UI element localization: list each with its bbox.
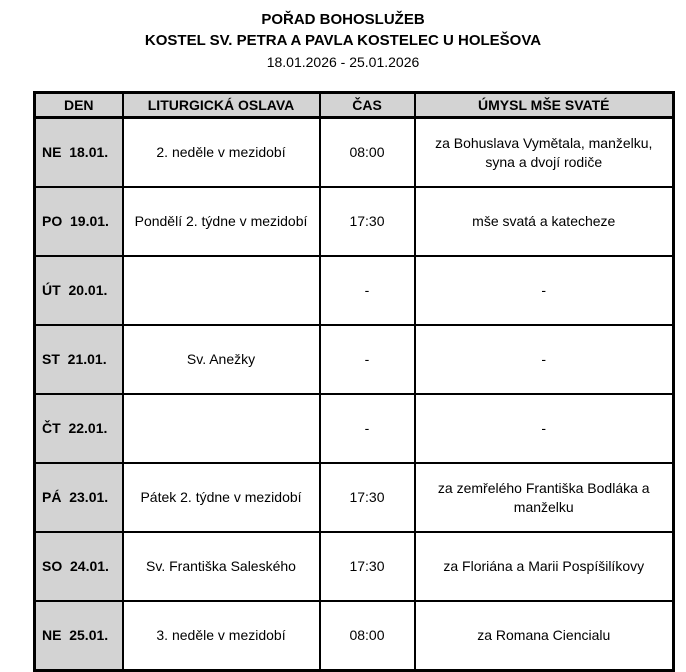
day-cell: SO 24.01. xyxy=(35,532,123,601)
intention-cell: mše svatá a katecheze xyxy=(415,187,674,256)
table-row xyxy=(35,187,674,256)
time-cell: - xyxy=(320,394,415,463)
celebration-cell: Pátek 2. týdne v mezidobí xyxy=(123,463,320,532)
time-cell: 08:00 xyxy=(320,118,415,188)
intention-cell: - xyxy=(415,325,674,394)
column-header-den: DEN xyxy=(35,93,123,118)
schedule-table-body xyxy=(35,118,674,671)
celebration-cell xyxy=(123,394,320,463)
time-cell: 17:30 xyxy=(320,187,415,256)
intention-cell: - xyxy=(415,394,674,463)
date-range: 18.01.2026 - 25.01.2026 xyxy=(266,54,420,70)
time-cell: - xyxy=(320,256,415,325)
celebration-cell xyxy=(123,256,320,325)
service-schedule-table xyxy=(33,91,675,672)
day-cell: ČT 22.01. xyxy=(35,394,123,463)
intention-cell: za Bohuslava Vymětala, manželku, syna a dvojí rodiče xyxy=(415,118,674,188)
celebration-cell: Pondělí 2. týdne v mezidobí xyxy=(123,187,320,256)
column-header-umysl: ÚMYSL MŠE SVATÉ xyxy=(415,93,674,118)
day-cell: ST 21.01. xyxy=(35,325,123,394)
page-title: POŘAD BOHOSLUŽEB xyxy=(261,11,425,28)
time-cell: 17:30 xyxy=(320,463,415,532)
column-header-liturgicka-oslava: LITURGICKÁ OSLAVA xyxy=(123,93,320,118)
document-header xyxy=(0,0,686,73)
table-row xyxy=(35,463,674,532)
table-row xyxy=(35,601,674,671)
table-row xyxy=(35,532,674,601)
day-cell: PÁ 23.01. xyxy=(35,463,123,532)
time-cell: 17:30 xyxy=(320,532,415,601)
day-cell: PO 19.01. xyxy=(35,187,123,256)
intention-cell: za Floriána a Marii Pospíšilíkovy xyxy=(415,532,674,601)
intention-cell: za Romana Ciencialu xyxy=(415,601,674,671)
celebration-cell: Sv. Františka Saleského xyxy=(123,532,320,601)
day-cell: NE 18.01. xyxy=(35,118,123,188)
celebration-cell: 3. neděle v mezidobí xyxy=(123,601,320,671)
day-cell: ÚT 20.01. xyxy=(35,256,123,325)
table-row xyxy=(35,118,674,188)
intention-cell: - xyxy=(415,256,674,325)
time-cell: - xyxy=(320,325,415,394)
table-header-row xyxy=(35,93,674,118)
celebration-cell: 2. neděle v mezidobí xyxy=(123,118,320,188)
day-cell: NE 25.01. xyxy=(35,601,123,671)
column-header-cas: ČAS xyxy=(320,93,415,118)
time-cell: 08:00 xyxy=(320,601,415,671)
table-row xyxy=(35,256,674,325)
celebration-cell: Sv. Anežky xyxy=(123,325,320,394)
church-name: KOSTEL SV. PETRA A PAVLA KOSTELEC U HOLEŠOVA xyxy=(144,32,542,49)
intention-cell: za zemřelého Františka Bodláka a manželku xyxy=(415,463,674,532)
table-row xyxy=(35,325,674,394)
table-row xyxy=(35,394,674,463)
